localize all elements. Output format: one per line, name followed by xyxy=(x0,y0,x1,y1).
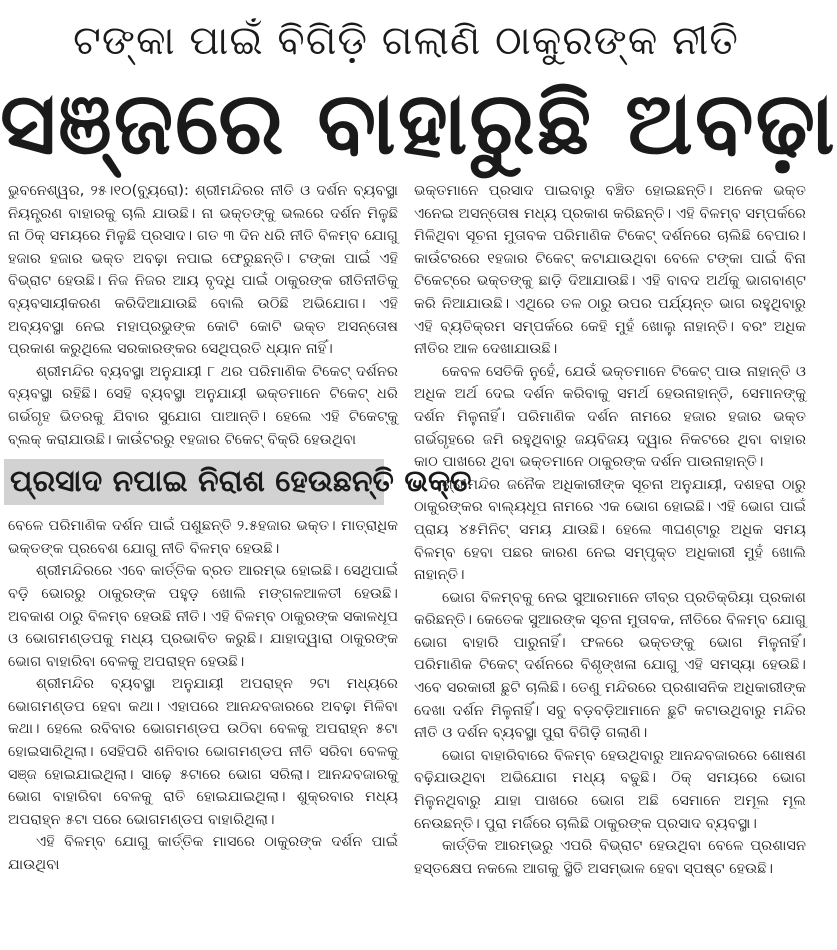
article-column-left xyxy=(8,180,472,945)
paragraph: ଶ୍ରୀମନ୍ଦିର ଜନୈକ ଅଧିକାରୀଙ୍କ ସୂଚନା ଅନୁଯାୟୀ, ଦଶହରା ଠାରୁ ଠାକୁରଙ୍କର ବାଲ୍ୟଧୂପ ନାମରେ ଏକ ଭୋଗ ହୋଇଛି। ଏହି ଭୋଗ ପାଇଁ ପ୍ରାୟ ୪୫ମିନିଟ୍ ସମୟ ଯାଉଛି। ହେଲେ ୩ଘଣ୍ଟାରୁ ଅଧିକ ସମୟ ବିଳମ୍ବ ହେବା ପଛର କାରଣ ନେଇ ସମ୍ପୃକ୍ତ ଅଧିକାରୀ ମୁହଁ ଖୋଲି ନାହାନ୍ତି। xyxy=(414,475,806,584)
paragraph: ଶ୍ରୀମନ୍ଦିରରେ ଏବେ କାର୍ତ୍ତିକ ବ୍ରତ ଆରମ୍ଭ ହୋଇଛି। ସେଥିପାଇଁ ବଡ଼ି ଭୋରରୁ ଠାକୁରଙ୍କ ପହୁଡ଼ ଖୋଲି ମଙ୍ଗଳଆଳତୀ ହେଉଛି। ଅବକାଶ ଠାରୁ ବିଳମ୍ବ ହେଉଛି ନୀତି। ଏହି ବିଳମ୍ବ ଠାକୁରଙ୍କ ସକାଳଧୂପ ଓ ଭୋଗମଣ୍ଡପକୁ ମଧ୍ୟ ପ୍ରଭାବିତ କରୁଛି। ଯାହାଦ୍ୱାରା ଠାକୁରଙ୍କ ଭୋଗ ବାହାରିବା ବେଳକୁ ଅପରାହ୍ନ ହେଉଛି। xyxy=(8,562,398,670)
paragraph: ବେଳେ ପରିମାଣିକ ଦର୍ଶନ ପାଇଁ ପଶୁଛନ୍ତି ୨.୫ହଜାର ଭକ୍ତ। ମାତ୍ରାଧିକ ଭକ୍ତଙ୍କ ପ୍ରବେଶ ଯୋଗୁ ନୀତି ବିଳମ୍ବ ହେଉଛି। xyxy=(8,517,398,557)
paragraph: ଭୋଗ ବିଳମ୍ବକୁ ନେଇ ସୁଆରମାନେ ତୀବ୍ର ପ୍ରତିକ୍ରିୟା ପ୍ରକାଶ କରିଛନ୍ତି। କେତେକ ସୁଆରଙ୍କ ସୂଚନା ମୁତାବକ, ନୀତିରେ ବିଳମ୍ବ ଯୋଗୁ ଭୋଗ ବାହାରି ପାରୁନାହିଁ। ଫଳରେ ଭକ୍ତଙ୍କୁ ଭୋଗ ମିଳୁନାହିଁ। ପରିମାଣିକ ଟିକେଟ୍ ଦର୍ଶନରେ ବିଶୃଙ୍ଖଳା ଯୋଗୁ ଏହି ସମସ୍ୟା ହେଉଛି। ଏବେ ସରକାରୀ ଛୁଟି ଚାଲିଛି। ତେଣୁ ମନ୍ଦିରରେ ପ୍ରଶାସନିକ ଅଧିକାରୀଙ୍କ ଦେଖା ଦର୍ଶନ ମିଳୁନାହିଁ। ସବୁ ବଡ଼ବଡ଼ିଆମାନେ ଛୁଟି କଟାଉଥିବାରୁ ମନ୍ଦିର ନୀତି ଓ ଦର୍ଶନ ବ୍ୟବସ୍ଥା ପୁରା ବିଗିଡ଼ି ଗଲାଣି। xyxy=(414,588,806,742)
article-kicker: ଟଙ୍କା ପାଇଁ ବିଗିଡ଼ି ଗଲାଣି ଠାକୁରଙ୍କ ନୀତି xyxy=(73,18,739,64)
paragraph: କେବଳ ସେତିକି ନୁହେଁ, ଯେଉଁ ଭକ୍ତମାନେ ଟିକେଟ୍ ପାଉ ନାହାନ୍ତି ଓ ଅଧିକ ଅର୍ଥ ଦେଇ ଦର୍ଶନ କରିବାକୁ ସମର୍ଥ ହେଉନାହାନ୍ତି, ସେମାନଙ୍କୁ ଦର୍ଶନ ମିଳୁନାହିଁ। ପରିମାଣିକ ଦର୍ଶନ ନାମରେ ହଜାର ହଜାର ଭକ୍ତ ଗର୍ଭଗୃହରେ ଜମି ରହୁଥିବାରୁ ଜୟବିଜୟ ଦ୍ୱାର ନିକଟରେ ଥିବା ବାହାର କାଠ ପାଖରେ ଥିବା ଭକ୍ତମାନେ ଠାକୁରଙ୍କ ଦର୍ଶନ ପାଉନାହାନ୍ତି। xyxy=(414,362,806,471)
paragraph: ଶ୍ରୀମନ୍ଦିର ବ୍ୟବସ୍ଥା ଅନୁଯାୟୀ ଅପରାହ୍ନ ୨ଟା ମଧ୍ୟରେ ଭୋଗମଣ୍ଡପ ହେବା କଥା। ଏହାପରେ ଆନନ୍ଦବଜାରରେ ଅବଢ଼ା ମିଳିବା କଥା। ହେଲେ ରବିବାର ଭୋଗମଣ୍ଡପ ଉଠିବା ବେଳକୁ ଅପରାହ୍ନ ୫ଟା ହୋଇସାରିଥିଲା। ସେହିପରି ଶନିବାର ଭୋଗମଣ୍ଡପ ନୀତି ସରିବା ବେଳକୁ ସଞ୍ଜ ହୋଇଯାଇଥିଲା। ସାଢ଼େ ୫ଟାରେ ଭୋଗ ସରିଲା। ଆନନ୍ଦବଜାରକୁ ଭୋଗ ବାହାରିବା ବେଳକୁ ରାତି ହୋଇଯାଇଥିଲା। ଶୁକ୍ରବାର ମଧ୍ୟ ଅପରାହ୍ନ ୫ଟା ପରେ ଭୋଗମଣ୍ଡପ ବାହାରିଥିଲା। xyxy=(8,675,398,828)
paragraph: ଭୁବନେଶ୍ୱର, ୨୫।୧୦(ବ୍ୟୁରୋ): ଶ୍ରୀମନ୍ଦିରର ନୀତି ଓ ଦର୍ଶନ ବ୍ୟବସ୍ଥା ନିୟନ୍ତ୍ରଣ ବାହାରକୁ ଚାଲି ଯାଉଛି। ନା ଭକ୍ତଙ୍କୁ ଭଲରେ ଦର୍ଶନ ମିଳୁଛି ନା ଠିକ୍ ସମୟରେ ମିଳୁଛି ପ୍ରସାଦ। ଗତ ୩ ଦିନ ଧରି ନୀତି ବିଳମ୍ବ ଯୋଗୁ ହଜାର ହଜାର ଭକ୍ତ ଅବଢ଼ା ନପାଇ ଫେରୁଛନ୍ତି। ଟଙ୍କା ପାଇଁ ଏହି ବିଭ୍ରାଟ ହେଉଛି। ନିଜ ନିଜର ଆୟ ବୃଦ୍ଧି ପାଇଁ ଠାକୁରଙ୍କ ରୀତିନୀତିକୁ ବ୍ୟବସାୟୀକରଣ କରିଦିଆଯାଉଛି ବୋଲି ଉଠିଛି ଅଭିଯୋଗ। ଏହି ଅବ୍ୟବସ୍ଥା ନେଇ ମହାପ୍ରଭୁଙ୍କ କୋଟି କୋଟି ଭକ୍ତ ଅସନ୍ତୋଷ ପ୍ରକାଶ କରୁଥିଲେ ସରକାରଙ୍କର ସେଥିପ୍ରତି ଧ୍ୟାନ ନାହିଁ। xyxy=(8,182,398,358)
article-column-right xyxy=(414,180,806,945)
paragraph: ଏହି ବିଳମ୍ବ ଯୋଗୁ କାର୍ତ୍ତିକ ମାସରେ ଠାକୁରଙ୍କ ଦର୍ଶନ ପାଇଁ ଯାଉଥିବା xyxy=(8,833,398,874)
paragraph: କାର୍ତ୍ତିକ ଆରମ୍ଭରୁ ଏପରି ବିଭ୍ରାଟ ହେଉଥିବା ବେଳେ ପ୍ରଶାସନ ହସ୍ତକ୍ଷେପ ନକଲେ ଆଗକୁ ସ୍ଥିତି ଅସମ୍ଭାଳ ହେବା ସ୍ପଷ୍ଟ ହେଉଛି। xyxy=(414,837,806,877)
paragraph: ଶ୍ରୀମନ୍ଦିର ବ୍ୟବସ୍ଥା ଅନୁଯାୟୀ ୮ ଥର ପରିମାଣିକ ଟିକେଟ୍ ଦର୍ଶନର ବ୍ୟବସ୍ଥା ରହିଛି। ସେହି ବ୍ୟବସ୍ଥା ଅନୁଯାୟୀ ଭକ୍ତମାନେ ଟିକେଟ୍ ଧରି ଗର୍ଭଗୃହ ଭିତରକୁ ଯିବାର ସୁଯୋଗ ପାଆନ୍ତି। ହେଲେ ଏହି ଟିକେଟ୍‌କୁ ବ୍ଲକ୍ କରାଯାଉଛି। କାଉଁଟରରୁ ୧ହଜାର ଟିକେଟ୍ ବିକ୍ରି ହେଉଥିବା xyxy=(8,362,398,448)
paragraph: ଭକ୍ତମାନେ ପ୍ରସାଦ ପାଇବାରୁ ବଞ୍ଚିତ ହୋଇଛନ୍ତି। ଅନେକ ଭକ୍ତ ଏନେଇ ଅସନ୍ତୋଷ ମଧ୍ୟ ପ୍ରକାଶ କରିଛନ୍ତି। ଏହି ବିଳମ୍ବ ସମ୍ପର୍କରେ ମିଳିଥିବା ସୂଚନା ମୁତାବକ ପରିମାଣିକ ଟିକେଟ୍ ଦର୍ଶନରେ ଚାଲିଛି ବେପାର। କାଉଁଟରରେ ୧ହଜାର ଟିକେଟ୍ କଟାଯାଉଥିବା ବେଳେ ଟଙ୍କା ପାଇଁ ବିନା ଟିକେଟ୍‌ରେ ଭକ୍ତଙ୍କୁ ଛାଡ଼ି ଦିଆଯାଉଛି। ଏହି ବାବଦ ଅର୍ଥକୁ ଭାଗବାଣ୍ଟ କରି ନିଆଯାଉଛି। ଏଥିରେ ତଳ ଠାରୁ ଉପର ପର୍ଯ୍ୟନ୍ତ ଭାଗ ରହୁଥିବାରୁ ଏହି ବ୍ୟତିକ୍ରମ ସମ୍ପର୍କରେ କେହି ମୁହଁ ଖୋଲୁ ନାହାନ୍ତି। ବରଂ ଅଧିକ ନୀତିର ଆଳ ଦେଖାଯାଉଛି। xyxy=(414,182,806,358)
article-subhead: ପ୍ରସାଦ ନପାଇ ନିରାଶ ହେଉଛନ୍ତି ଭକ୍ତ xyxy=(4,459,384,505)
paragraph: ଭୋଗ ବାହାରିବାରେ ବିଳମ୍ବ ହେଉଥିବାରୁ ଆନନ୍ଦବଜାରରେ ଶୋଷଣ ବଢ଼ିଯାଉଥିବା ଅଭିଯୋଗ ମଧ୍ୟ ବଢୁଛି। ଠିକ୍ ସମୟରେ ଭୋଗ ମିଳୁନଥିବାରୁ ଯାହା ପାଖରେ ଭୋଗ ଅଛି ସେମାନେ ଅମୂଲ ମୂଲ ନେଉଛନ୍ତି। ପୁରା ମର୍ଜିରେ ଚାଲିଛି ଠାକୁରଙ୍କ ପ୍ରସାଦ ବ୍ୟବସ୍ଥା। xyxy=(414,746,806,832)
article-headline: ସଞ୍ଜରେ ବାହାରୁଛି ଅବଢ଼ା xyxy=(0,74,837,174)
